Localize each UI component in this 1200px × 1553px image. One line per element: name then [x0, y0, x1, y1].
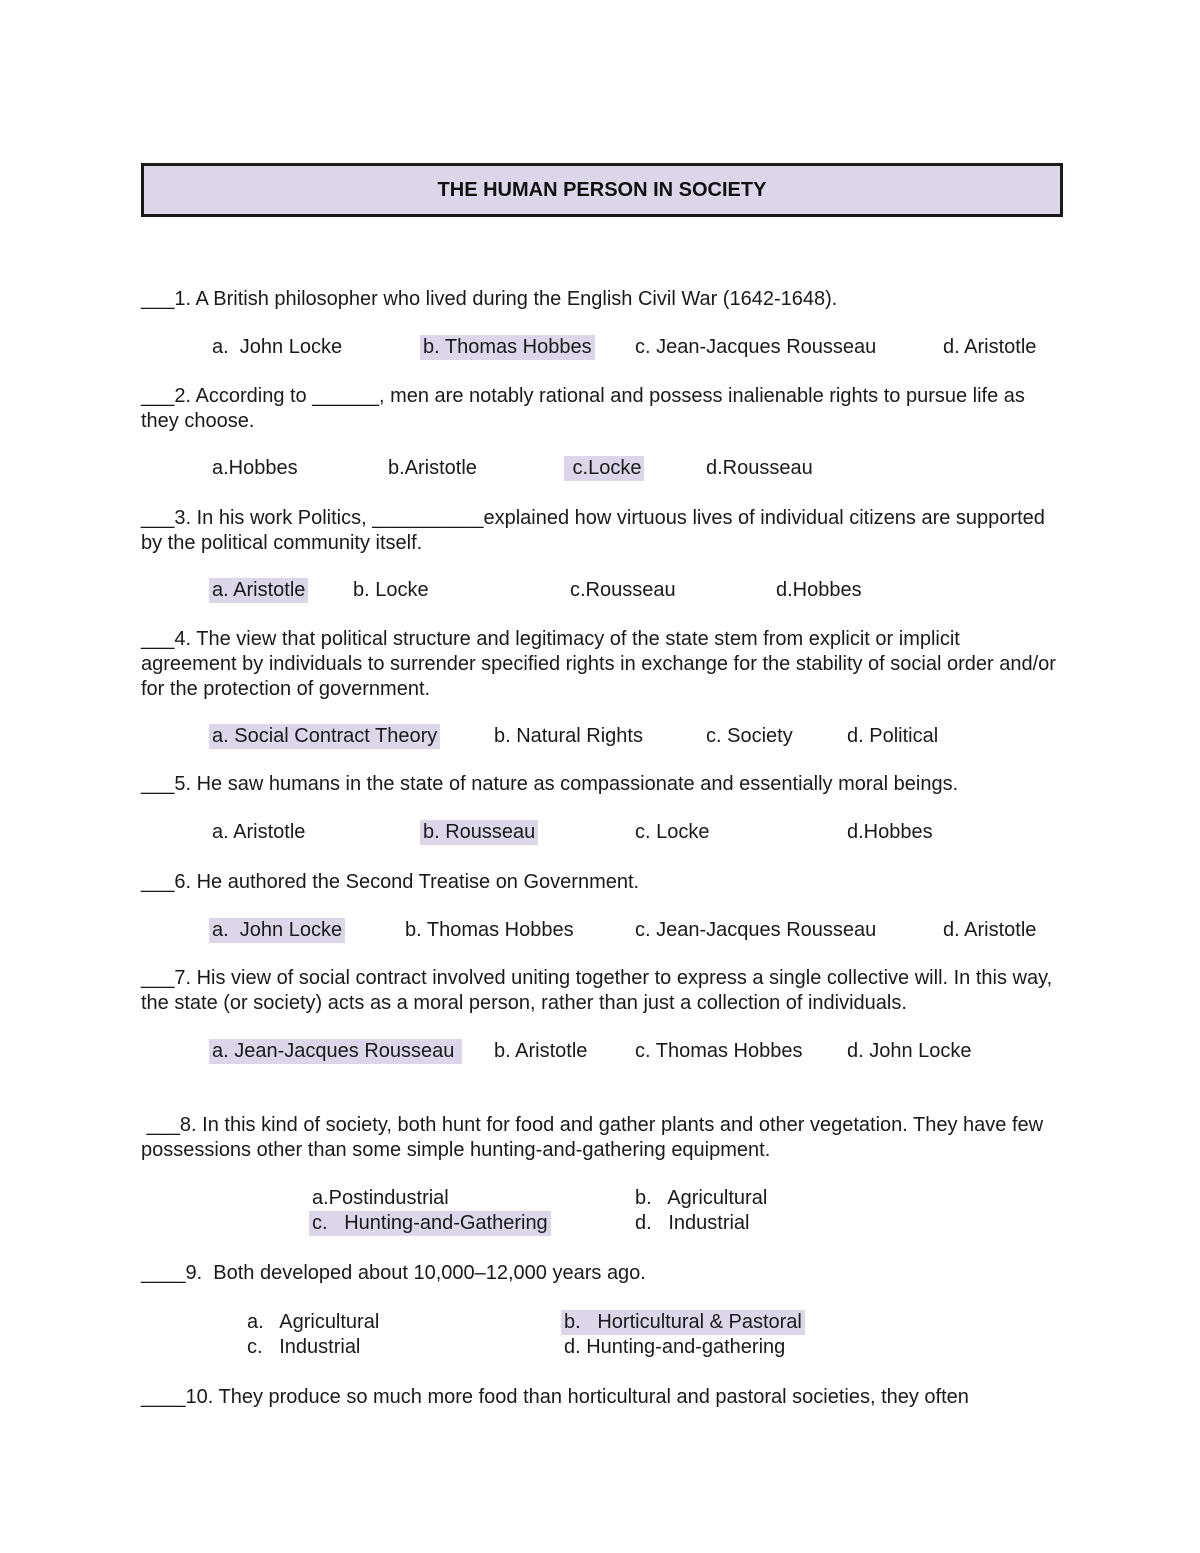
q4-option-b: b. Natural Rights [494, 725, 643, 747]
q5-option-b-highlighted: b. Rousseau [420, 820, 538, 845]
q1-option-d: d. Aristotle [943, 336, 1037, 358]
q2-option-b: b.Aristotle [388, 457, 477, 479]
q6-option-b: b. Thomas Hobbes [405, 919, 574, 941]
question-8: ___8. In this kind of society, both hunt for food and gather plants and other vegetation. They have few possessions other than some simple hunting-and-gathering equipment. [141, 1114, 1049, 1161]
q1-option-a: a. John Locke [212, 336, 343, 358]
q5-option-d: d.Hobbes [847, 821, 933, 843]
q1-option-c: c. Jean-Jacques Rousseau [635, 336, 877, 358]
question-3: ___3. In his work Politics, __________explained how virtuous lives of individual citizens are supported by the political community itself. [141, 507, 1051, 554]
q3-option-c: c.Rousseau [570, 579, 676, 601]
q5-option-a: a. Aristotle [212, 821, 306, 843]
question-9: ____9. Both developed about 10,000–12,000 years ago. [141, 1262, 646, 1284]
question-10: ____10. They produce so much more food than horticultural and pastoral societies, they often [141, 1386, 969, 1408]
q4-option-c: c. Society [706, 725, 793, 747]
q7-option-a-highlighted: a. Jean-Jacques Rousseau [209, 1039, 462, 1064]
question-6: ___6. He authored the Second Treatise on Government. [141, 871, 640, 893]
q8-option-b: b. Agricultural [635, 1187, 768, 1209]
question-5: ___5. He saw humans in the state of nature as compassionate and essentially moral beings. [141, 773, 959, 795]
q3-option-a-highlighted: a. Aristotle [209, 578, 308, 603]
document-title: THE HUMAN PERSON IN SOCIETY [141, 163, 1063, 217]
q7-option-d: d. John Locke [847, 1040, 972, 1062]
q6-option-a-highlighted: a. John Locke [209, 918, 345, 943]
question-2: ___2. According to ______, men are notably rational and possess inalienable rights to pursue life as they choose. [141, 385, 1031, 432]
q3-option-d: d.Hobbes [776, 579, 862, 601]
question-4: ___4. The view that political structure and legitimacy of the state stem from explicit or implicit agreement by individuals to surrender specified rights in exchange for the stability of social order and/or for the protection of government. [141, 628, 1062, 700]
q7-option-c: c. Thomas Hobbes [635, 1040, 803, 1062]
q2-option-d: d.Rousseau [706, 457, 813, 479]
q9-option-a: a. Agricultural [247, 1311, 380, 1333]
question-1: ___1. A British philosopher who lived during the English Civil War (1642-1648). [141, 288, 838, 310]
q2-option-c-highlighted: c.Locke [564, 456, 644, 481]
question-7: ___7. His view of social contract involved uniting together to express a single collective will. In this way, the state (or society) acts as a moral person, rather than just a collection of individuals. [141, 967, 1058, 1014]
q2-option-a: a.Hobbes [212, 457, 298, 479]
q8-option-c-highlighted: c. Hunting-and-Gathering [309, 1211, 551, 1236]
q9-option-b-highlighted: b. Horticultural & Pastoral [561, 1310, 805, 1335]
q6-option-d: d. Aristotle [943, 919, 1037, 941]
q7-option-b: b. Aristotle [494, 1040, 588, 1062]
q8-option-d: d. Industrial [635, 1212, 750, 1234]
q4-option-a-highlighted: a. Social Contract Theory [209, 724, 440, 749]
q6-option-c: c. Jean-Jacques Rousseau [635, 919, 877, 941]
q4-option-d: d. Political [847, 725, 939, 747]
q3-option-b: b. Locke [353, 579, 429, 601]
q1-option-b-highlighted: b. Thomas Hobbes [420, 335, 595, 360]
q8-option-a: a.Postindustrial [312, 1187, 449, 1209]
q5-option-c: c. Locke [635, 821, 710, 843]
q9-option-c: c. Industrial [247, 1336, 361, 1358]
q9-option-d: d. Hunting-and-gathering [564, 1336, 786, 1358]
